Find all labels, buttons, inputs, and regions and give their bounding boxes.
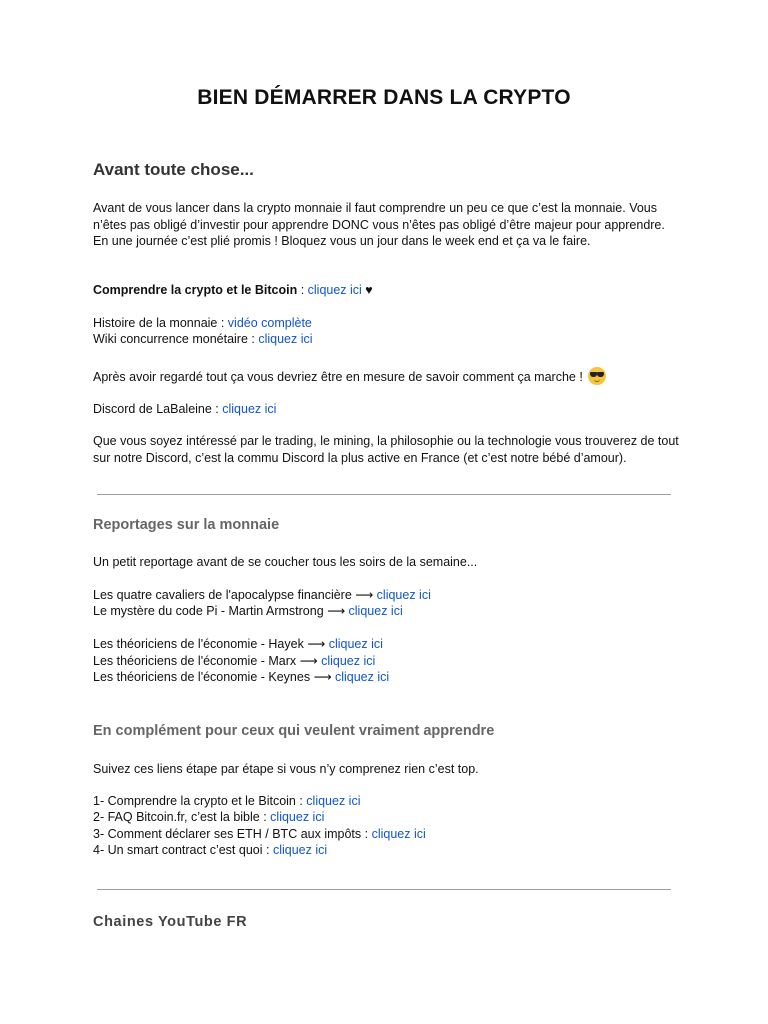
step-link[interactable]: cliquez ici xyxy=(306,794,361,808)
history-separator: : xyxy=(217,316,228,330)
intro-heading: Avant toute chose... xyxy=(93,160,254,179)
arrow-icon: ⟶ xyxy=(310,670,335,684)
discord-paragraph: Que vous soyez intéressé par le trading, le mining, la philosophie ou la technologie vous trouverez de tout sur notre Discord, c’est la commu Discord la plus active en France (et c’est notre bébé d’amour). xyxy=(93,434,679,465)
reportage-item xyxy=(93,653,375,670)
reportage-label: Les théoriciens de l'économie - Hayek xyxy=(93,637,304,651)
reportage-label: Les quatre cavaliers de l'apocalypse financière xyxy=(93,588,352,602)
divider xyxy=(97,494,671,495)
step-separator: : xyxy=(361,827,372,841)
reportage-item xyxy=(93,603,403,620)
heart-icon: ♥ xyxy=(361,283,373,297)
step-label: 4- Un smart contract c’est quoi xyxy=(93,843,263,857)
step-item xyxy=(93,793,360,810)
understand-line xyxy=(93,282,373,299)
reportage-link[interactable]: cliquez ici xyxy=(334,670,390,684)
reportage-item xyxy=(93,587,431,604)
step-separator: : xyxy=(295,794,307,808)
history-line xyxy=(93,315,312,332)
reportage-link[interactable]: cliquez ici xyxy=(321,654,376,668)
wiki-line xyxy=(93,331,313,348)
step-label: 2- FAQ Bitcoin.fr, c’est la bible xyxy=(93,810,260,824)
step-label: 3- Comment déclarer ses ETH / BTC aux impôts xyxy=(93,827,362,841)
discord-separator: : xyxy=(211,402,223,416)
step-separator: : xyxy=(259,810,271,824)
understand-separator: : xyxy=(297,283,308,297)
understand-label: Comprendre la crypto et le Bitcoin xyxy=(93,283,298,297)
reportages-intro: Un petit reportage avant de se coucher tous les soirs de la semaine... xyxy=(93,555,478,569)
divider xyxy=(97,889,671,890)
after-text: Après avoir regardé tout ça vous devriez être en mesure de savoir comment ça marche ! xyxy=(93,370,583,384)
wiki-label: Wiki concurrence monétaire xyxy=(93,332,248,346)
youtube-heading: Chaines YouTube FR xyxy=(93,914,248,930)
reportage-label: Les théoriciens de l'économie - Marx xyxy=(93,654,297,668)
discord-label: Discord de LaBaleine xyxy=(93,402,212,416)
step-label: 1- Comprendre la crypto et le Bitcoin xyxy=(93,794,296,808)
intro-paragraph: Avant de vous lancer dans la crypto monnaie il faut comprendre un peu ce que c’est la monnaie. Vous n’êtes pas obligé d’investir pour apprendre DONC vous n’êtes pas obligé d’être majeur pour apprendre. En une journée c’est plié promis ! Bloquez vous un jour dans le week end et ça va le faire. xyxy=(93,201,665,248)
reportage-label: Le mystère du code Pi - Martin Armstrong xyxy=(93,604,324,618)
arrow-icon: ⟶ xyxy=(303,637,329,651)
step-item xyxy=(93,809,324,826)
reportage-link[interactable]: cliquez ici xyxy=(328,637,383,651)
wiki-separator: : xyxy=(247,332,259,346)
arrow-icon: ⟶ xyxy=(323,604,349,618)
discord-link[interactable]: cliquez ici xyxy=(222,402,277,416)
step-link[interactable]: cliquez ici xyxy=(371,827,426,841)
after-line xyxy=(93,367,606,386)
sunglasses-emoji-icon xyxy=(588,367,606,385)
arrow-icon: ⟶ xyxy=(351,588,377,602)
reportage-item xyxy=(93,669,389,686)
step-link[interactable]: cliquez ici xyxy=(270,810,325,824)
reportages-heading: Reportages sur la monnaie xyxy=(93,517,280,533)
complement-heading: En complément pour ceux qui veulent vraiment apprendre xyxy=(93,723,495,739)
step-item xyxy=(93,826,426,843)
reportage-item xyxy=(93,636,383,653)
step-item xyxy=(93,842,327,859)
history-label: Histoire de la monnaie xyxy=(93,316,218,330)
discord-line xyxy=(93,401,276,418)
reportage-link[interactable]: cliquez ici xyxy=(348,604,403,618)
understand-link[interactable]: cliquez ici xyxy=(307,283,362,297)
complement-intro: Suivez ces liens étape par étape si vous n’y comprenez rien c’est top. xyxy=(93,762,479,776)
wiki-link[interactable]: cliquez ici xyxy=(258,332,313,346)
page-title: BIEN DÉMARRER DANS LA CRYPTO xyxy=(197,86,571,109)
step-separator: : xyxy=(262,843,273,857)
arrow-icon: ⟶ xyxy=(296,654,322,668)
reportage-link[interactable]: cliquez ici xyxy=(376,588,431,602)
step-link[interactable]: cliquez ici xyxy=(272,843,328,857)
reportage-label: Les théoriciens de l'économie - Keynes xyxy=(93,670,311,684)
history-video-link[interactable]: vidéo complète xyxy=(227,316,312,330)
